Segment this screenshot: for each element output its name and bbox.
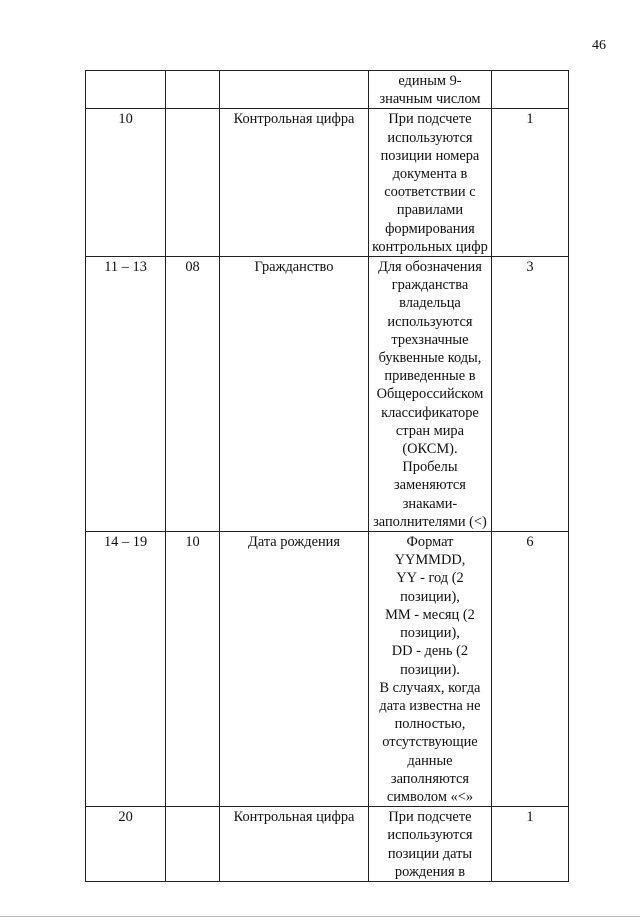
positions-cell — [86, 71, 166, 109]
positions-cell: 14 – 19 — [86, 532, 166, 807]
description-line: При подсчете — [388, 111, 472, 128]
field-name-cell: Дата рождения — [219, 532, 368, 807]
count-cell — [166, 109, 220, 257]
description-line: приведенные в — [384, 368, 476, 385]
field-name-cell: Контрольная цифра — [219, 807, 368, 882]
table-row — [86, 807, 569, 882]
description-line: Формат — [406, 534, 454, 551]
page-number: 46 — [592, 38, 606, 53]
description-line: используются — [387, 129, 473, 146]
description-line: Для обозначения — [378, 259, 482, 276]
positions-cell: 20 — [86, 807, 166, 882]
description-line: При подсчете — [388, 809, 472, 826]
field-name-cell — [219, 71, 368, 109]
description-line: YY - год (2 — [396, 570, 464, 587]
length-cell: 6 — [491, 532, 568, 807]
count-cell — [166, 807, 220, 882]
length-cell — [491, 71, 568, 109]
description-line: единым 9- — [398, 73, 462, 89]
description-line: используются — [387, 313, 473, 330]
description-line: правилами — [396, 202, 464, 219]
description-line: полностью, — [394, 716, 466, 733]
description-line: данные — [407, 752, 453, 769]
description-cell — [369, 532, 492, 807]
field-name-cell: Контрольная цифра — [219, 109, 368, 257]
description-line: заменяются — [394, 477, 466, 494]
description-cell — [369, 71, 492, 109]
field-name-cell: Гражданство — [219, 257, 368, 532]
description-line: YYMMDD, — [394, 552, 466, 569]
description-line: позиции), — [400, 625, 460, 642]
table-body — [86, 71, 569, 882]
page-bottom-edge — [0, 916, 640, 917]
length-cell: 1 — [491, 109, 568, 257]
count-cell: 08 — [166, 257, 220, 532]
positions-cell: 10 — [86, 109, 166, 257]
description-line: заполнителями (<) — [373, 513, 487, 530]
count-cell: 10 — [166, 532, 220, 807]
description-line: позиции номера — [380, 147, 480, 164]
description-cell — [369, 109, 492, 257]
description-line: дата известна не — [379, 697, 481, 714]
description-line: трехзначные — [391, 331, 469, 348]
description-line: документа в — [392, 166, 468, 183]
description-line: буквенные коды, — [378, 350, 482, 367]
description-line: соответствии с — [384, 184, 476, 201]
description-line: заполняются — [390, 770, 470, 787]
description-line: стран мира — [395, 422, 465, 439]
description-line: MM - месяц (2 — [385, 606, 475, 623]
description-cell — [369, 807, 492, 882]
description-line: контрольных цифр — [372, 238, 488, 255]
description-line: позиции), — [400, 588, 460, 605]
length-cell: 1 — [491, 807, 568, 882]
positions-cell: 11 – 13 — [86, 257, 166, 532]
description-line: позиции даты — [387, 845, 473, 862]
description-line: гражданства — [391, 277, 469, 294]
description-line: DD - день (2 — [391, 643, 469, 660]
description-line: В случаях, когда — [379, 679, 481, 696]
length-cell: 3 — [491, 257, 568, 532]
description-line: отсутствующие — [382, 734, 478, 751]
description-line: (ОКСМ). — [402, 441, 458, 458]
description-line: используются — [387, 827, 473, 844]
table-row — [86, 109, 569, 257]
description-line: Общероссийском — [376, 386, 484, 403]
count-cell — [166, 71, 220, 109]
table-row — [86, 532, 569, 807]
description-line: классификаторе — [381, 404, 479, 421]
description-line: формирования — [385, 220, 475, 237]
description-line: владельца — [399, 295, 461, 312]
description-line: позиции). — [400, 661, 460, 678]
description-line: символом «<» — [386, 788, 474, 805]
description-cell — [369, 257, 492, 532]
mrz-field-table — [85, 70, 569, 882]
description-line: рождения в — [394, 863, 466, 880]
description-line: значным числом — [379, 91, 481, 108]
table-row — [86, 257, 569, 532]
description-line: Пробелы — [402, 459, 458, 476]
table-row — [86, 71, 569, 109]
description-line: знаками- — [402, 495, 458, 512]
